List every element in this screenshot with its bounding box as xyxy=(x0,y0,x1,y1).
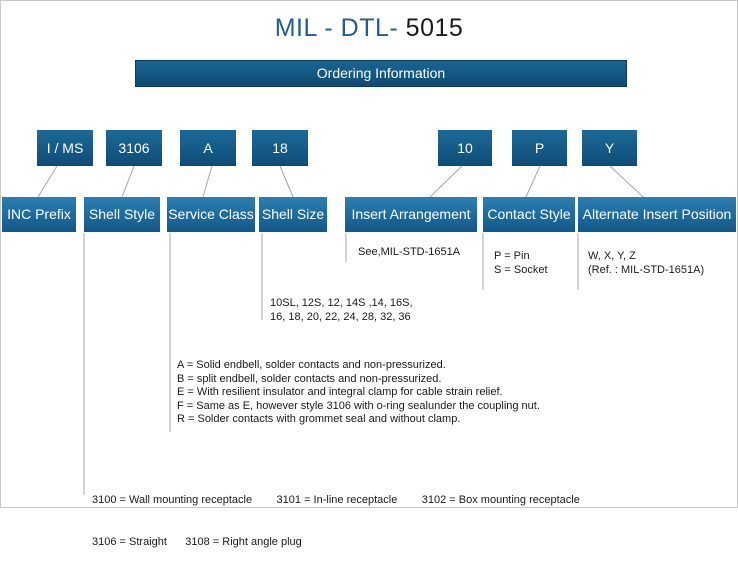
label-shell-size: Shell Size xyxy=(259,197,327,232)
label-shell-style: Shell Style xyxy=(84,197,160,232)
note-alternate-line: W, X, Y, Z xyxy=(588,250,636,262)
note-contact-line: S = Socket xyxy=(494,263,548,276)
label-alternate-position: Alternate Insert Position xyxy=(578,197,736,232)
code-alternate-position: Y xyxy=(582,130,637,166)
note-service-class xyxy=(177,359,540,427)
label-insert-arrangement: Insert Arrangement xyxy=(345,197,477,232)
note-service-line: E = With resilient insulator and integral clamp for cable strain relief. xyxy=(177,386,503,398)
code-contact-style: P xyxy=(512,130,567,166)
note-service-line: B = split endbell, solder contacts and non-pressurized. xyxy=(177,372,442,385)
note-shell-style xyxy=(92,465,580,563)
note-shell-sizes xyxy=(270,296,413,324)
note-contact-style xyxy=(494,250,548,277)
label-contact-style: Contact Style xyxy=(483,197,575,232)
code-prefix: I / MS xyxy=(37,130,93,166)
code-insert-arrangement: 10 xyxy=(438,130,492,166)
note-sizes-line: 10SL, 12S, 12, 14S ,14, 16S, xyxy=(270,297,413,309)
note-service-line: R = Solder contacts with grommet seal and without clamp. xyxy=(177,413,461,425)
label-service-class: Service Class xyxy=(167,197,255,232)
note-service-line: A = Solid endbell, solder contacts and non-pressurized. xyxy=(177,359,446,371)
code-shell-style: 3106 xyxy=(106,130,162,166)
note-alternate-position xyxy=(588,250,704,277)
code-service-class: A xyxy=(180,130,236,166)
ordering-banner: Ordering Information xyxy=(135,60,627,87)
note-service-line: F = Same as E, however style 3106 with o-ring sealunder the coupling nut. xyxy=(177,399,540,412)
label-inc-prefix: INC Prefix xyxy=(2,197,76,232)
note-shell-line: 3100 = Wall mounting receptacle 3101 = In-line receptacle 3102 = Box mounting receptacle xyxy=(92,494,580,506)
note-alternate-line: (Ref. : MIL-STD-1651A) xyxy=(588,263,705,276)
note-contact-line: P = Pin xyxy=(494,250,530,262)
code-shell-size: 18 xyxy=(252,130,308,166)
title-prefix: MIL - DTL- xyxy=(274,14,399,42)
note-insert-arrangement: See,MIL-STD-1651A xyxy=(358,246,461,258)
title-number: 5015 xyxy=(398,14,464,42)
note-sizes-line: 16, 18, 20, 22, 24, 28, 32, 36 xyxy=(270,311,411,323)
note-shell-line: 3106 = Straight 3108 = Right angle plug xyxy=(92,536,302,548)
